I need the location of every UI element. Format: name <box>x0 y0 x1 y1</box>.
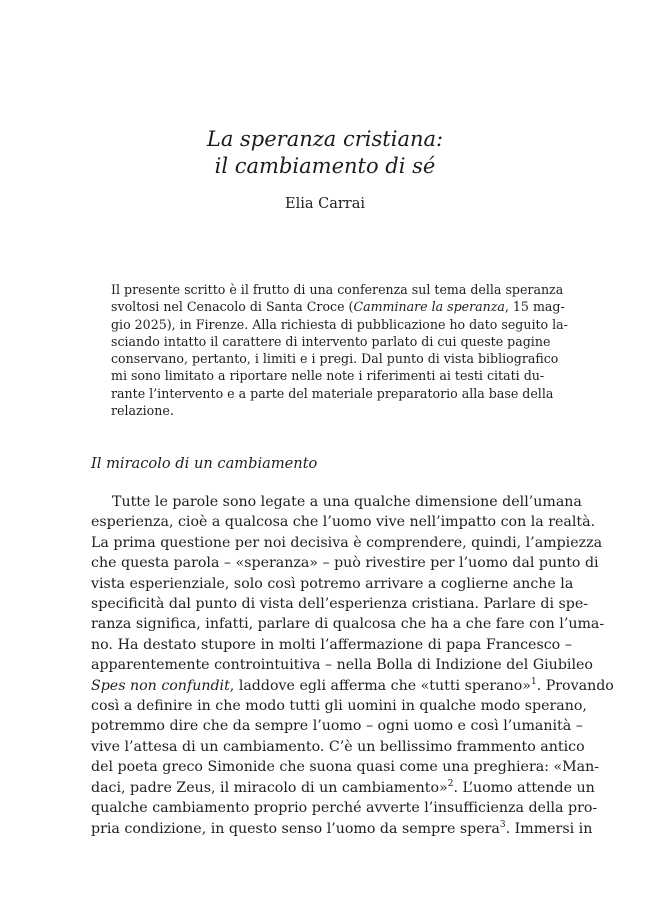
abstract-text: svoltosi nel Cenacolo di Santa Croce ( <box>111 299 354 315</box>
body-text <box>91 492 614 839</box>
body-text-run: daci, padre Zeus, il miracolo di un cambiamento» <box>91 779 448 796</box>
title-line-2: il cambiamento di sé <box>214 154 436 178</box>
body-line: che questa parola – «speranza» – può rivestire per l’uomo dal punto di <box>91 555 599 572</box>
abstract-text: , 15 mag- <box>504 299 565 315</box>
body-line: del poeta greco Simonide che suona quasi come una preghiera: «Man- <box>91 759 600 776</box>
body-text-run: . Provando <box>536 677 614 694</box>
body-line <box>91 778 595 798</box>
body-line: specificità dal punto di vista dell’esperienza cristiana. Parlare di spe- <box>91 596 589 613</box>
author-name: Elia Carrai <box>285 196 365 212</box>
body-line: Tutte le parole sono legate a una qualche dimensione dell’umana <box>112 494 582 510</box>
body-text-run: pria condizione, in questo senso l’uomo da sempre spera <box>91 820 500 837</box>
abstract-line: rante l’intervento e a parte del materiale preparatorio alla base della <box>111 385 554 401</box>
body-line: vive l’attesa di un cambiamento. C’è un bellissimo frammento antico <box>91 738 585 755</box>
abstract-line: conservano, pertanto, i limiti e i pregi. Dal punto di vista bibliografico <box>111 351 559 367</box>
abstract-line: Il presente scritto è il frutto di una conferenza sul tema della speranza <box>111 282 564 297</box>
abstract-line: sciando intatto il carattere di intervento parlato di cui queste pagine <box>111 333 551 349</box>
footnote-ref-3[interactable]: 3 <box>499 819 506 830</box>
body-text-run: , laddove egli afferma che «tutti sperano» <box>229 677 531 694</box>
section-title: Il miracolo di un cambiamento <box>91 455 318 472</box>
body-line: La prima questione per noi decisiva è comprendere, quindi, l’ampiezza <box>91 534 603 551</box>
abstract-line: gio 2025), in Firenze. Alla richiesta di pubblicazione ho dato seguito la- <box>111 316 568 332</box>
body-line: così a definire in che modo tutti gli uomini in qualche modo sperano, <box>91 698 587 715</box>
body-line <box>91 819 593 839</box>
body-text-run: . Immersi in <box>505 820 593 837</box>
title-line-1: La speranza cristiana: <box>206 127 444 151</box>
abstract <box>111 281 568 419</box>
body-line: esperienza, cioè a qualcosa che l’uomo vive nell’impatto con la realtà. <box>91 514 596 531</box>
bull-title: Spes non confundit <box>91 677 230 694</box>
abstract-line: relazione. <box>111 403 174 419</box>
footnote-ref-1[interactable]: 1 <box>530 676 537 687</box>
event-title: Camminare la speranza <box>353 299 505 315</box>
body-line <box>91 676 614 696</box>
body-line: ranza significa, infatti, parlare di qualcosa che ha a che fare con l’uma- <box>91 616 605 633</box>
body-line: potremmo dire che da sempre l’uomo – ogni uomo e così l’umanità – <box>91 718 583 735</box>
body-line: vista esperienziale, solo così potremo arrivare a coglierne anche la <box>91 575 574 592</box>
body-text-run: . L’uomo attende un <box>453 779 595 796</box>
body-line: apparentemente controintuitiva – nella Bolla di Indizione del Giubileo <box>91 657 593 674</box>
abstract-line <box>111 298 565 315</box>
body-line: qualche cambiamento proprio perché avverte l’insufficienza della pro- <box>91 800 598 817</box>
abstract-line: mi sono limitato a riportare nelle note i riferimenti ai testi citati du- <box>111 368 545 384</box>
body-line: no. Ha destato stupore in molti l’affermazione di papa Francesco – <box>91 636 572 653</box>
footnote-ref-2[interactable]: 2 <box>447 778 454 789</box>
